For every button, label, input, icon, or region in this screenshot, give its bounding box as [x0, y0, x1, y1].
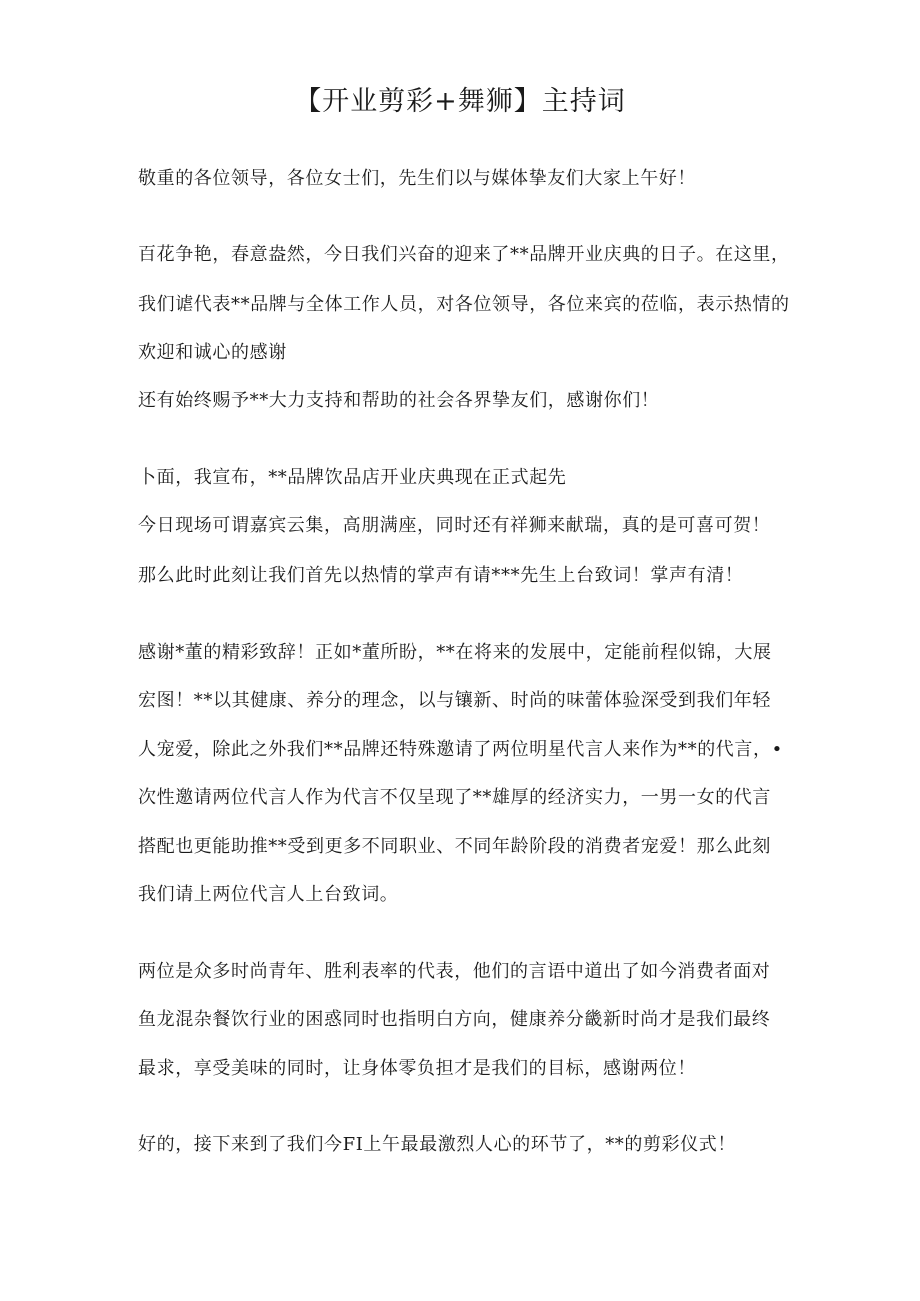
paragraph-line: 次性邀请两位代言人作为代言不仅呈现了**雄厚的经济实力，一男一女的代言: [138, 787, 771, 808]
paragraph-line: 我们谑代表**品牌与全体工作人员，对各位领导，各位来宾的莅临，表示热情的: [138, 294, 790, 315]
paragraph-line: 最求，享受美味的同时，让身体零负担才是我们的目标，感谢两位！: [138, 1058, 696, 1079]
paragraph-line: 鱼龙混杂餐饮行业的困惑同时也指明白方向，健康养分畿新时尚才是我们最终: [138, 1009, 771, 1030]
greeting-line: 敬重的各位领导，各位女士们，先生们以与媒体挚友们大家上午好！: [138, 168, 696, 189]
paragraph-line: 欢迎和诚心的感谢: [138, 342, 287, 363]
paragraph-line: 还有始终赐予**大力支持和帮助的社会各界挚友们，感谢你们！: [138, 390, 660, 411]
paragraph-line: 今日现场可谓嘉宾云集，高朋满座，同时还有祥狮来献瑞，真的是可喜可贺！: [138, 515, 771, 536]
document-title: 【开业剪彩+舞狮】主持词: [294, 86, 626, 117]
paragraph-line: 两位是众多时尚青年、胜利表率的代表，他们的言语中道出了如今消费者面对: [138, 961, 771, 982]
paragraph-line: 好的，接下来到了我们今FI上午最最激烈人心的环节了，**的剪彩仪式！: [138, 1134, 736, 1155]
paragraph-line: 搭配也更能助推**受到更多不同职业、不同年龄阶段的消费者宠爱！那么此刻: [138, 836, 771, 857]
paragraph-line: 宏图！**以其健康、养分的理念，以与镶新、时尚的味蕾体验深受到我们年轻: [138, 690, 771, 711]
paragraph-line: 感谢*董的精彩致辞！正如*董所盼，**在将来的发展中，定能前程似锦，大展: [138, 642, 772, 663]
paragraph-line: 人宠爱，除此之外我们**品牌还特殊邀请了两位明星代言人来作为**的代言，•: [138, 739, 783, 760]
paragraph-line: 卜面，我宣布，**品牌饮品店开业庆典现在正式起先: [138, 467, 567, 488]
paragraph-line: 我们请上两位代言人上台致词。: [138, 884, 399, 905]
paragraph-line: 那么此时此刻让我们首先以热情的掌声有请***先生上台致词！掌声有清！: [138, 565, 744, 586]
paragraph-line: 百花争艳，春意盎然，今日我们兴奋的迎来了**品牌开业庆典的日子。在这里，: [138, 244, 790, 265]
